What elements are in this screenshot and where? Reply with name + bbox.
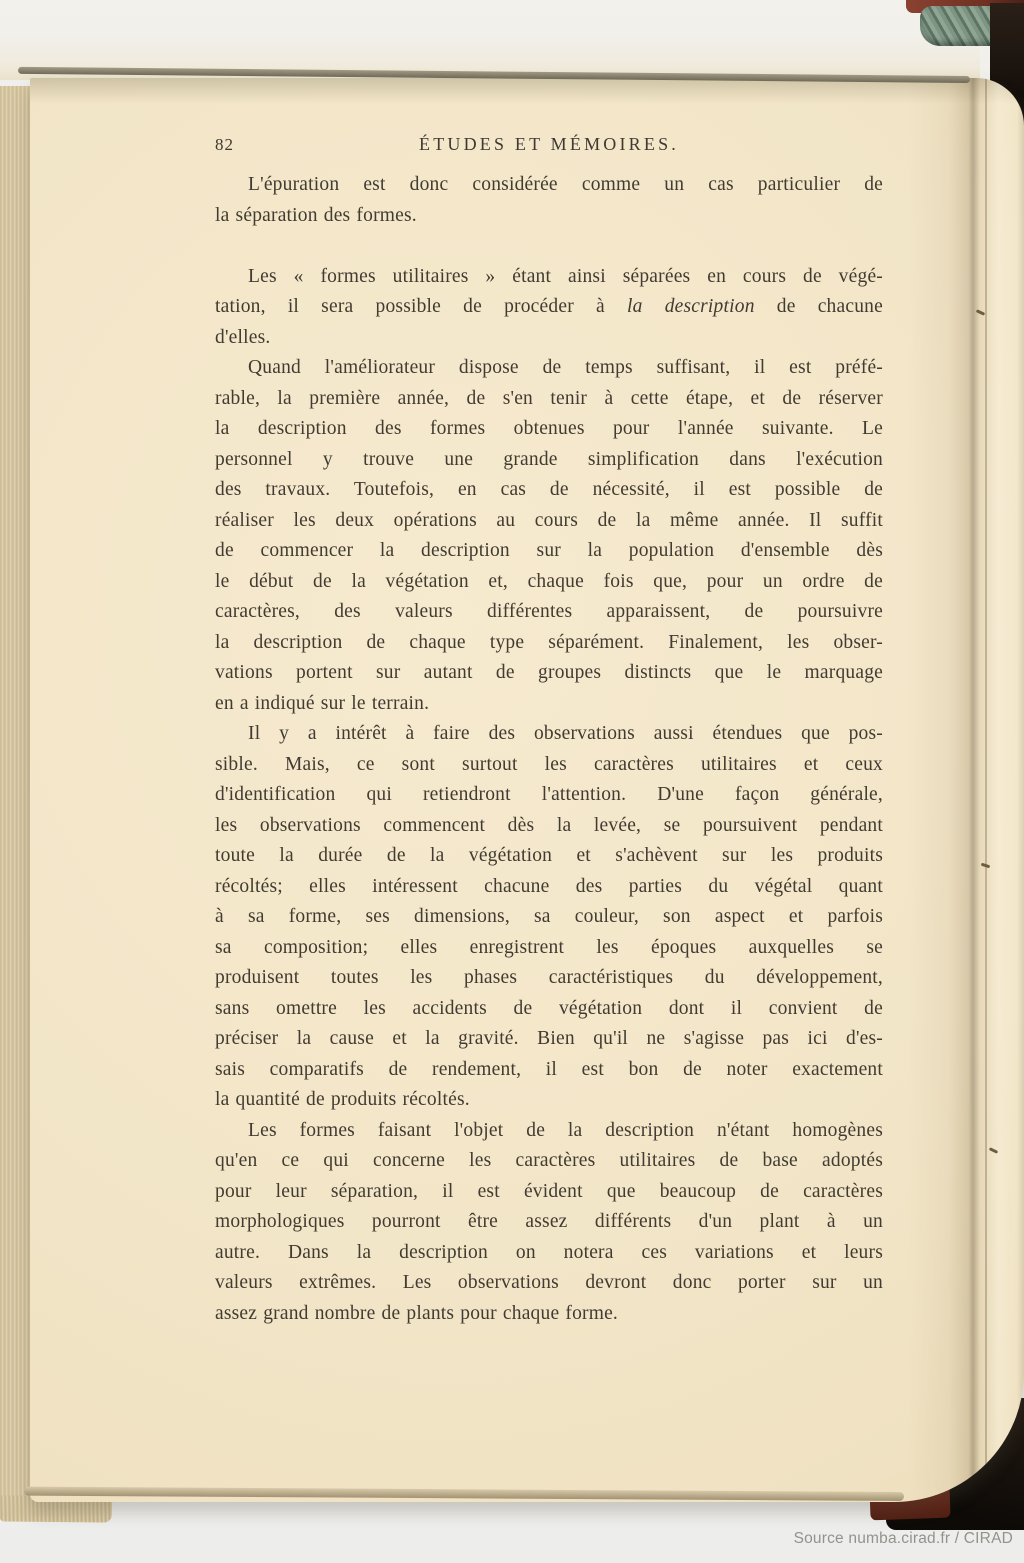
text-line: sa composition; elles enregistrent les époques auxquelles se xyxy=(215,936,883,958)
text-line: des travaux. Toutefois, en cas de nécessité, il est possible de xyxy=(215,479,883,500)
italic-phrase: la description xyxy=(627,296,755,317)
text-line: Il y a intérêt à faire des observations aussi étendues que pos- xyxy=(248,723,883,744)
paragraph-gap xyxy=(215,231,883,262)
page-gutter xyxy=(908,78,1024,1502)
text-line: préciser la cause et la gravité. Bien qu'il ne s'agisse pas ici d'es- xyxy=(215,1028,883,1049)
book-page xyxy=(30,78,1024,1502)
text-line: morphologiques pourront être assez différents d'un plant à un xyxy=(215,1211,883,1232)
text-line: valeurs extrêmes. Les observations devront donc porter sur un xyxy=(215,1272,883,1293)
gutter-crease xyxy=(985,78,987,1502)
text-line: Quand l'améliorateur dispose de temps suffisant, il est préfé- xyxy=(248,357,883,378)
text-segment: de chacune xyxy=(754,296,883,317)
paragraph xyxy=(215,353,883,719)
paragraph xyxy=(215,1116,883,1330)
page-header xyxy=(215,132,883,162)
text-line: qu'en ce qui concerne les caractères utilitaires de base adoptés xyxy=(215,1150,883,1171)
text-line: pour leur séparation, il est évident que beaucoup de caractères xyxy=(215,1180,883,1202)
paragraph xyxy=(215,719,883,1116)
paragraph xyxy=(215,170,883,231)
text-line: la séparation des formes. xyxy=(215,204,417,226)
text-line: la description de chaque type séparément. Finalement, les obser- xyxy=(215,631,883,653)
running-title: ÉTUDES ET MÉMOIRES. xyxy=(419,134,679,154)
paragraph xyxy=(215,262,883,354)
text-line: autre. Dans la description on notera ces variations et leurs xyxy=(215,1241,883,1263)
text-line: sais comparatifs de rendement, il est bon de noter exactement xyxy=(215,1058,883,1080)
text-line: caractères, des valeurs différentes apparaissent, de poursuivre xyxy=(215,601,883,622)
text-line: rable, la première année, de s'en tenir à cette étape, et de réserver xyxy=(215,387,883,409)
text-line: d'elles. xyxy=(215,326,271,348)
text-line: sans omettre les accidents de végétation dont il convient de xyxy=(215,997,883,1019)
text-line: le début de la végétation et, chaque fois que, pour un ordre de xyxy=(215,570,883,592)
text-line: toute la durée de la végétation et s'achèvent sur les produits xyxy=(215,845,883,866)
text-line: la quantité de produits récoltés. xyxy=(215,1089,470,1110)
page-text xyxy=(215,170,883,1329)
text-line xyxy=(215,292,883,323)
text-line: Les « formes utilitaires » étant ainsi séparées en cours de végé- xyxy=(248,265,883,287)
text-line: assez grand nombre de plants pour chaque forme. xyxy=(215,1302,619,1324)
text-line: sible. Mais, ce sont surtout les caractères utilitaires et ceux xyxy=(215,753,883,775)
text-line: personnel y trouve une grande simplification dans l'exécution xyxy=(215,448,883,470)
source-watermark: Source numba.cirad.fr / CIRAD xyxy=(793,1530,1013,1547)
text-line: récoltés; elles intéressent chacune des parties du végétal quant xyxy=(215,875,883,897)
page-number: 82 xyxy=(215,135,234,154)
text-line: les observations commencent dès la levée, se poursuivent pendant xyxy=(215,814,883,836)
text-line: réaliser les deux opérations au cours de la même année. Il suffit xyxy=(215,509,883,531)
text-line: la description des formes obtenues pour l'année suivante. Le xyxy=(215,418,883,439)
text-line: de commencer la description sur la population d'ensemble dès xyxy=(215,540,883,561)
text-line: vations portent sur autant de groupes distincts que le marquage xyxy=(215,662,883,683)
text-line: Les formes faisant l'objet de la description n'étant homogènes xyxy=(248,1119,883,1141)
text-line: d'identification qui retiendront l'attention. D'une façon générale, xyxy=(215,784,883,805)
text-segment: tation, il sera possible de procéder à xyxy=(215,296,627,317)
text-line: L'épuration est donc considérée comme un cas particulier de xyxy=(248,174,883,195)
text-line: produisent toutes les phases caractéristiques du développement, xyxy=(215,967,883,988)
text-line: à sa forme, ses dimensions, sa couleur, son aspect et parfois xyxy=(215,906,883,927)
text-line: en a indiqué sur le terrain. xyxy=(215,692,430,714)
